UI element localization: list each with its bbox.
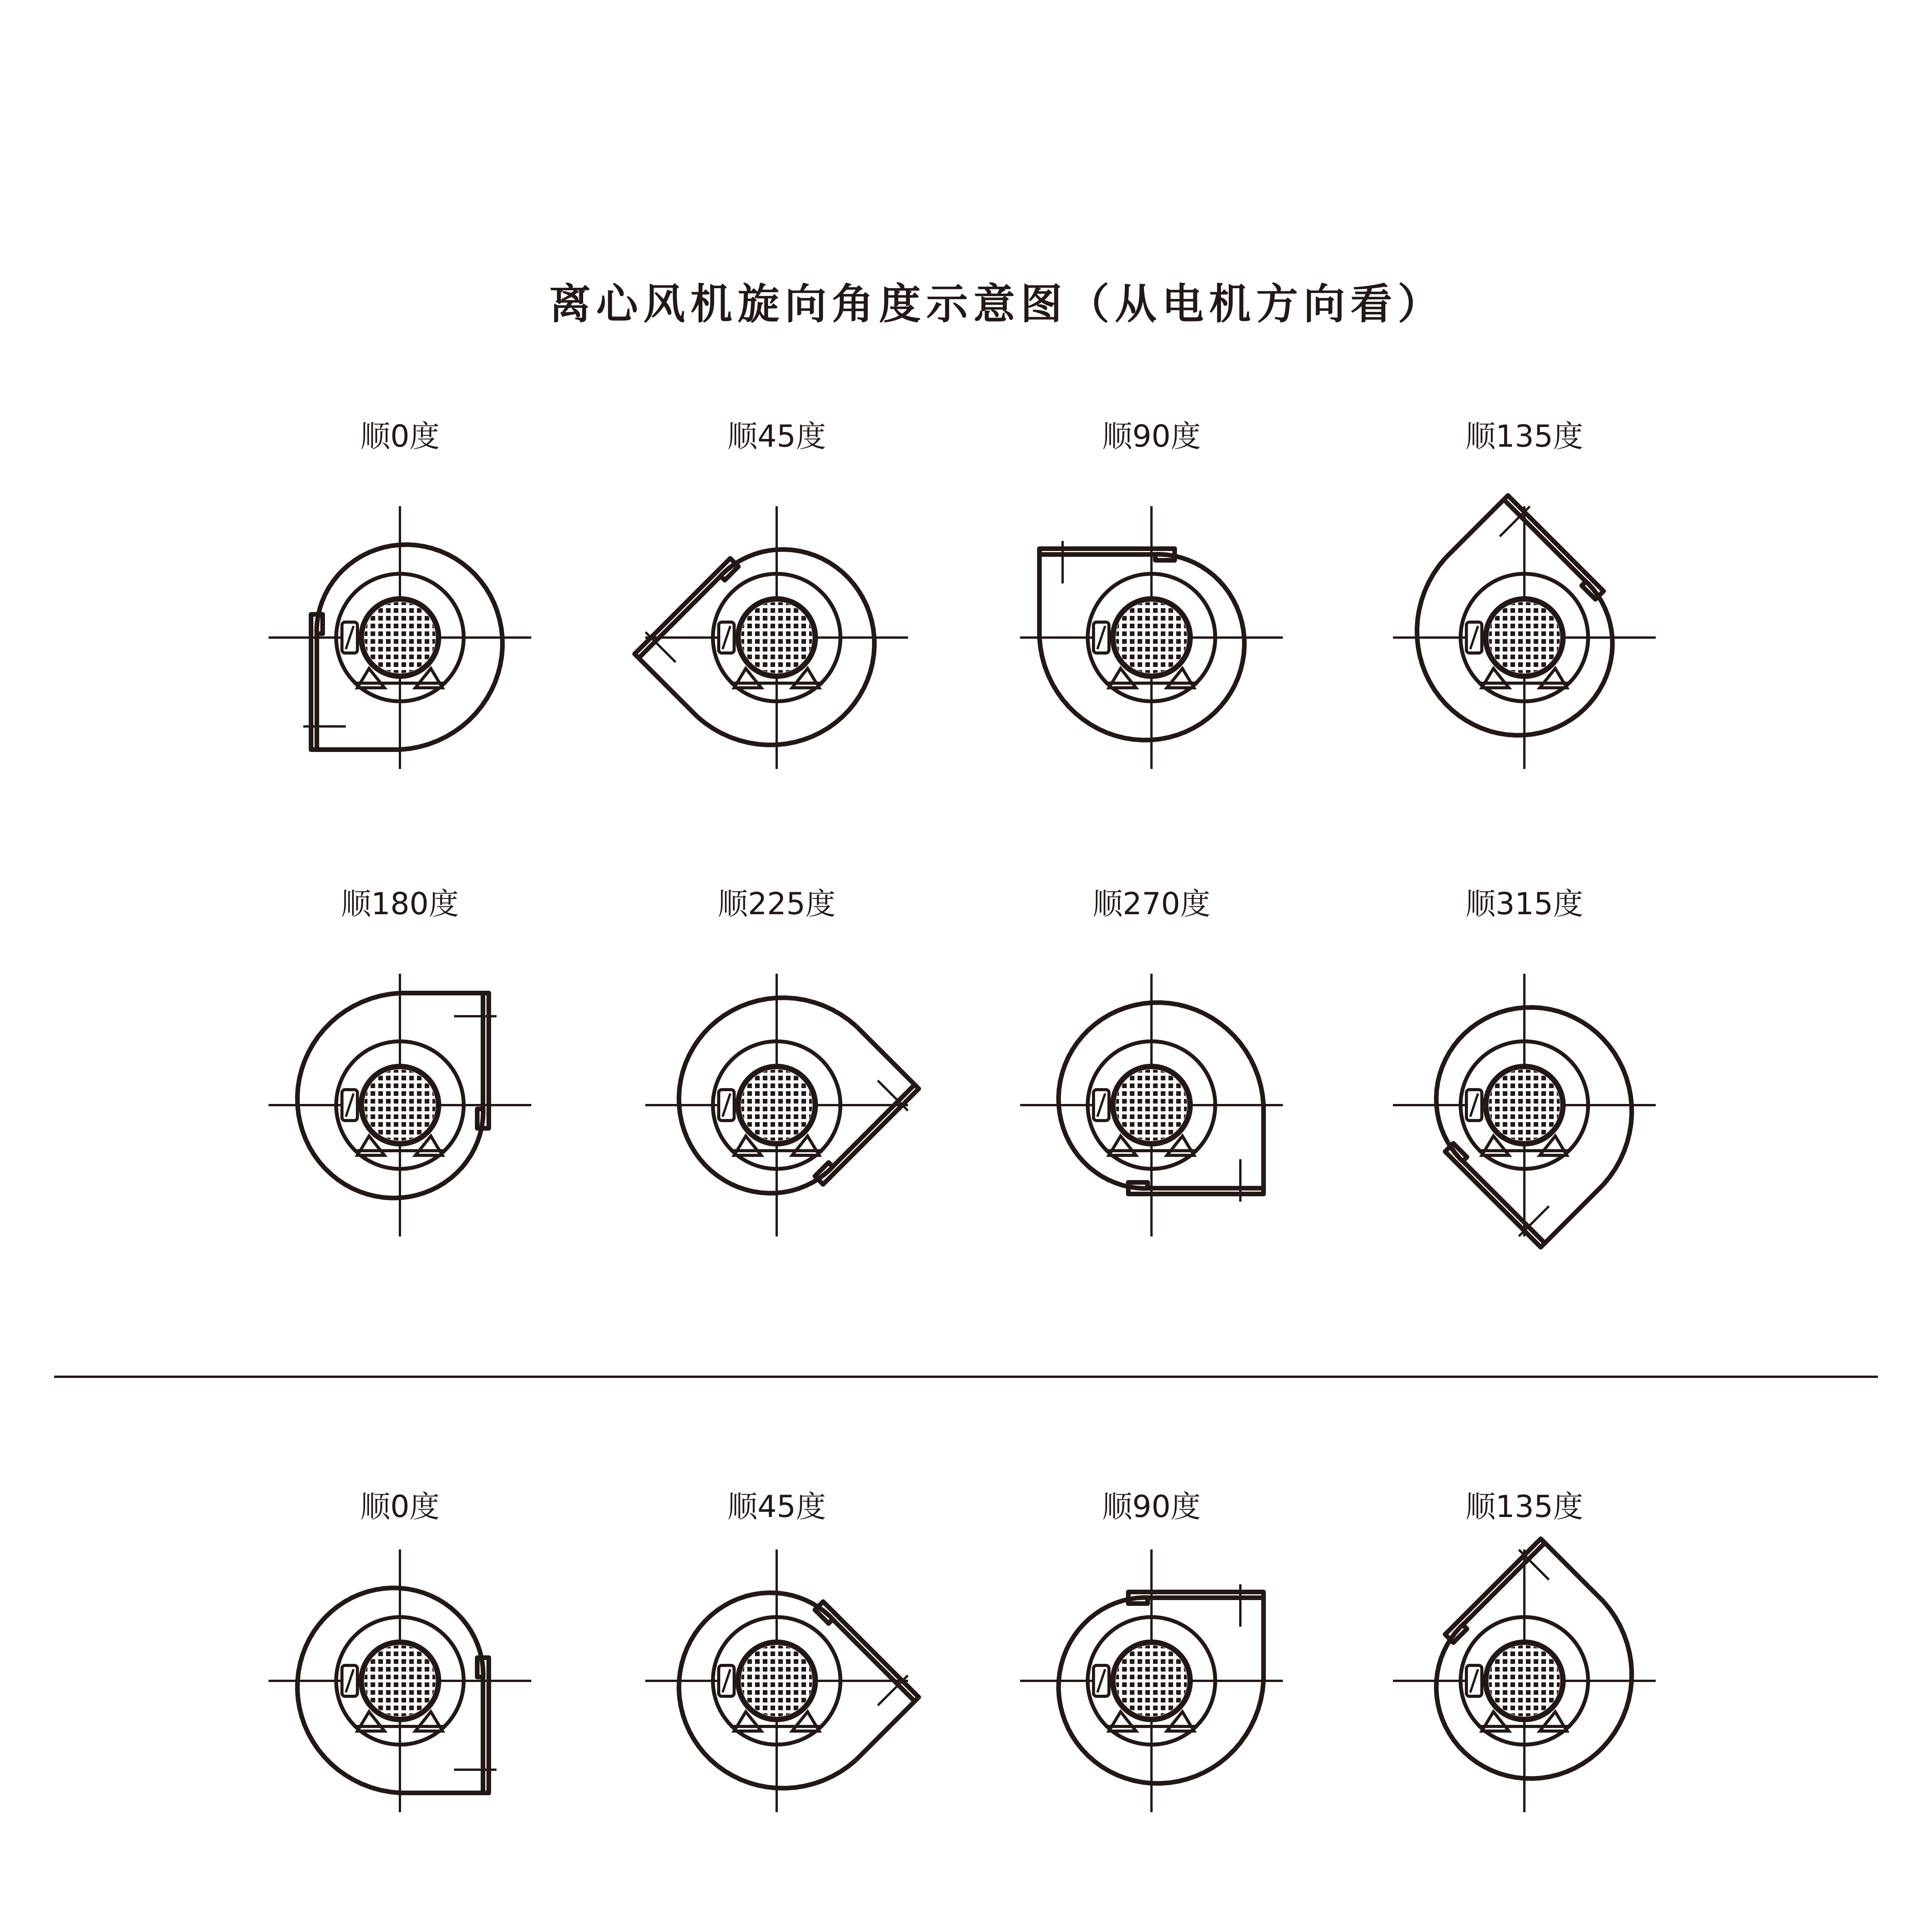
fan-angle-label: 顺270度 bbox=[1092, 887, 1211, 922]
fan-angle-label: 顺0度 bbox=[360, 419, 440, 454]
fan-drawing bbox=[1370, 951, 1679, 1260]
fan-diagram bbox=[622, 885, 931, 1271]
fan-drawing bbox=[622, 483, 931, 792]
fan-drawing bbox=[245, 1526, 554, 1835]
fan-diagram bbox=[997, 885, 1306, 1271]
fan-drawing bbox=[1370, 1526, 1679, 1835]
fan-diagram bbox=[622, 1488, 931, 1874]
fan-drawing bbox=[622, 951, 931, 1260]
fan-angle-label: 顺90度 bbox=[1102, 1490, 1201, 1524]
fan-drawing bbox=[997, 483, 1306, 792]
fan-drawing bbox=[245, 951, 554, 1260]
fan-diagram bbox=[622, 417, 931, 804]
fan-angle-label: 顺45度 bbox=[727, 1490, 826, 1524]
fan-diagram bbox=[1370, 1488, 1679, 1874]
section-divider bbox=[54, 1376, 1878, 1378]
fan-angle-label: 顺135度 bbox=[1465, 1490, 1583, 1524]
fan-diagram bbox=[997, 417, 1306, 804]
fan-diagram bbox=[1370, 417, 1679, 804]
fan-angle-label: 顺225度 bbox=[718, 887, 836, 922]
fan-diagram bbox=[997, 1488, 1306, 1874]
fan-drawing bbox=[997, 951, 1306, 1260]
fan-angle-label: 顺180度 bbox=[341, 887, 459, 922]
fan-diagram bbox=[245, 417, 554, 804]
fan-drawing bbox=[997, 1526, 1306, 1835]
fan-angle-label: 顺315度 bbox=[1465, 887, 1583, 922]
fan-angle-label: 顺45度 bbox=[727, 419, 826, 454]
fan-drawing bbox=[245, 483, 554, 792]
fan-diagram bbox=[245, 1488, 554, 1874]
fan-diagram bbox=[1370, 885, 1679, 1271]
fan-drawing bbox=[1370, 483, 1679, 792]
fan-diagram bbox=[245, 885, 554, 1271]
fan-angle-label: 顺90度 bbox=[1102, 419, 1201, 454]
page-title: 离心风机旋向角度示意图（从电机方向看） bbox=[549, 280, 1445, 328]
fan-drawing bbox=[622, 1526, 931, 1835]
fan-angle-label: 顺135度 bbox=[1465, 419, 1583, 454]
fan-angle-label: 顺0度 bbox=[360, 1490, 440, 1524]
